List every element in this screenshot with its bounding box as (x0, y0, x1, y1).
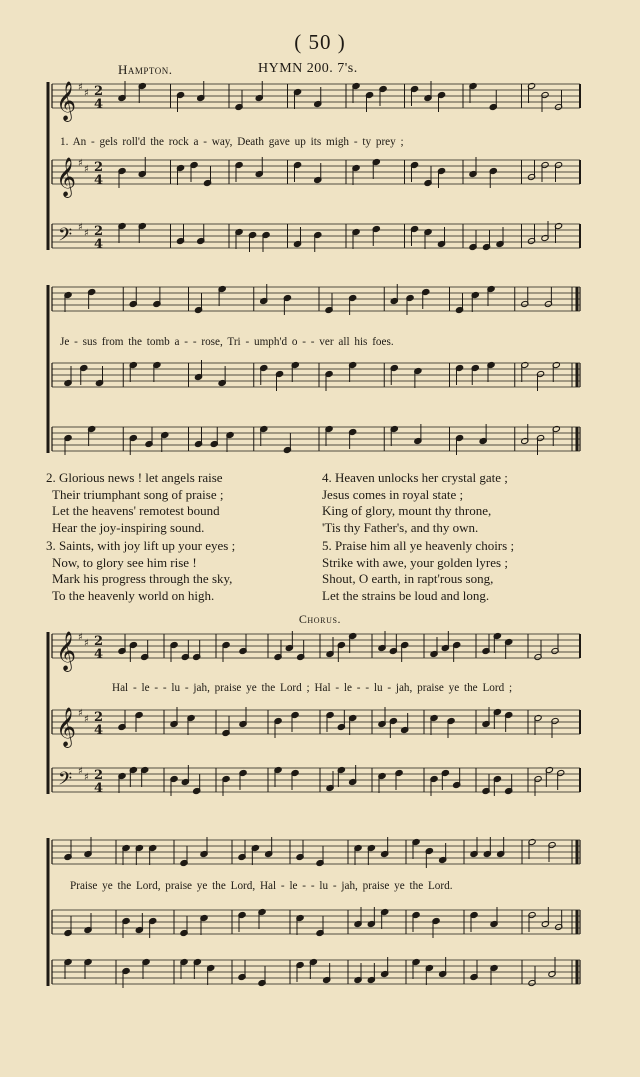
treble-clef-icon: 𝄞 (56, 707, 77, 747)
time-signature-lower: 4 (94, 237, 104, 252)
verse-line: 2. Glorious news ! let angels raise (46, 470, 223, 485)
tune-name: Hampton. (118, 62, 173, 77)
verse-line: Shout, O earth, in rapt'rous song, (322, 571, 494, 586)
sharp-icon: ♯ (84, 228, 89, 239)
sharp-icon: ♯ (78, 158, 83, 169)
sharp-icon: ♯ (84, 164, 89, 175)
time-signature-upper: 2 (94, 160, 104, 175)
sharp-icon: ♯ (78, 222, 83, 233)
verse-4 (322, 470, 508, 536)
verse-line: Mark his progress through the sky, (52, 571, 233, 586)
lyric-line-1: 1. An - gels roll'd the rock a - way, Death gave up its migh - ty prey ; (60, 136, 404, 148)
sharp-icon: ♯ (84, 88, 89, 99)
verse-line: To the heavenly world on high. (52, 587, 215, 603)
verse-line: Their triumphant song of praise ; (52, 486, 224, 502)
verse-line: King of glory, mount thy throne, (322, 503, 492, 518)
verse-line: Jesus comes in royal state ; (322, 486, 464, 502)
treble-clef-icon: 𝄞 (56, 157, 77, 197)
chorus-title: Chorus. (298, 612, 342, 626)
time-signature-lower: 4 (94, 781, 104, 796)
lyric-line-3: Hal - le - - lu - jah, praise ye the Lord ; Hal - le - - lu - jah, praise ye the Lord ; (112, 682, 513, 694)
bass-clef-icon: 𝄢 (58, 769, 73, 794)
time-signature-upper: 2 (94, 224, 104, 239)
time-signature-lower: 4 (94, 173, 104, 188)
sharp-icon: ♯ (84, 714, 89, 725)
sharp-icon: ♯ (78, 82, 83, 93)
verse-line: Let the heavens' remotest bound (52, 503, 220, 518)
sharp-icon: ♯ (78, 766, 83, 777)
verse-line: 4. Heaven unlocks her crystal gate ; (322, 470, 508, 485)
treble-clef-icon: 𝄞 (56, 81, 77, 121)
verse-line: Strike with awe, your golden lyres ; (322, 554, 508, 570)
time-signature-lower: 4 (94, 97, 104, 112)
verse-line: Hear the joy-inspiring sound. (52, 519, 205, 535)
time-signature-upper: 2 (94, 710, 104, 725)
verse-line: Let the strains be loud and long. (322, 587, 490, 603)
bass-clef-icon: 𝄢 (58, 225, 73, 250)
verse-line: 3. Saints, with joy lift up your eyes ; (46, 538, 236, 553)
verse-line: 'Tis thy Father's, and thy own. (322, 519, 479, 535)
verse-5 (322, 538, 514, 604)
time-signature-upper: 2 (94, 634, 104, 649)
time-signature-lower: 4 (94, 723, 104, 738)
hymn-heading: HYMN 200. 7's. (258, 61, 358, 76)
sharp-icon: ♯ (78, 708, 83, 719)
treble-clef-icon: 𝄞 (56, 631, 77, 671)
sharp-icon: ♯ (84, 772, 89, 783)
page-number: ( 50 ) (294, 30, 346, 54)
verse-line: Now, to glory see him rise ! (52, 554, 197, 570)
verse-2 (46, 470, 224, 536)
sharp-icon: ♯ (84, 638, 89, 649)
sharp-icon: ♯ (78, 632, 83, 643)
lyric-line-4: Praise ye the Lord, praise ye the Lord, Hal - le - - lu - jah, praise ye the Lord. (70, 880, 453, 892)
time-signature-upper: 2 (94, 768, 104, 783)
verse-3 (46, 538, 235, 604)
verse-line: 5. Praise him all ye heavenly choirs ; (322, 538, 515, 553)
time-signature-lower: 4 (94, 647, 104, 662)
lyric-line-2: Je - sus from the tomb a - - rose, Tri - umph'd o - - ver all his foes. (60, 336, 394, 348)
time-signature-upper: 2 (94, 84, 104, 99)
